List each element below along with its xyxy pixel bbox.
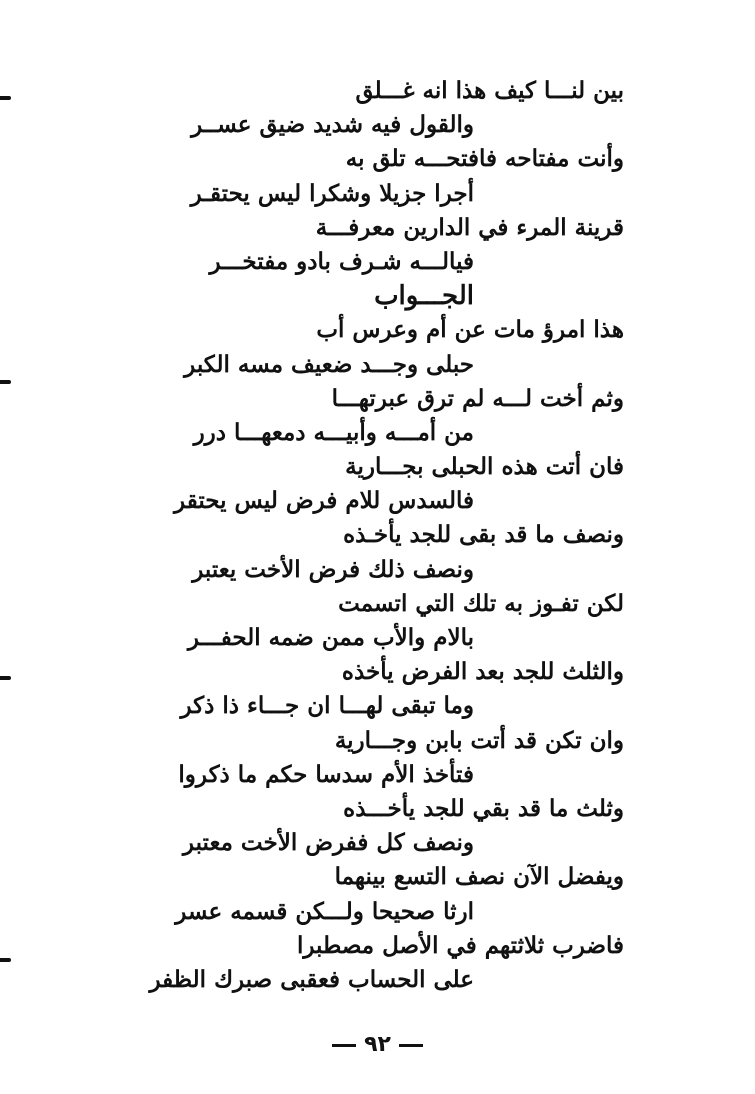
- verse-line: والثلث للجد بعد الفرض يأخذه: [341, 658, 624, 686]
- verse-line: هذا امرؤ مات عن أم وعرس أب: [316, 316, 624, 344]
- verse-line: بين لنـــا كيف هذا انه غـــلق: [355, 77, 624, 104]
- verse-line: أجرا جزيلا وشكرا ليس يحتقـر: [190, 179, 474, 207]
- section-heading: الجـــواب: [374, 281, 474, 312]
- verse-line: وثم أخت لـــه لم ترق عبرتهـــا: [331, 384, 624, 412]
- margin-mark: [0, 380, 11, 384]
- verse-line: فتأخذ الأم سدسا حكم ما ذكروا: [178, 760, 474, 788]
- page-number: [0, 1032, 755, 1057]
- verse-line: ويفضل الآن نصف التسع بينهما: [334, 863, 624, 891]
- verse-line: ونصف كل ففرض الأخت معتبر: [182, 829, 474, 857]
- verse-line: حبلى وجـــد ضعيف مسه الكبر: [184, 350, 474, 378]
- verse-line: فاضرب ثلاثتهم في الأصل مصطبرا: [296, 931, 624, 959]
- page-number-value: ٩٢: [364, 1032, 391, 1057]
- verse-line: والقول فيه شديد ضيق عســر: [191, 111, 474, 139]
- verse-line: على الحساب فعقبى صبرك الظفر: [149, 965, 474, 993]
- verse-line: وان تكن قد أتت بابن وجـــارية: [334, 726, 624, 754]
- poem-body: [140, 74, 624, 997]
- page-number-dash: [332, 1044, 356, 1047]
- verse-line: وما تبقى لهـــا ان جـــاء ذا ذكر: [180, 692, 474, 720]
- verse-line: ونصف ذلك فرض الأخت يعتبر: [192, 555, 474, 583]
- verse-line: لكن تفـوز به تلك التي اتسمت: [338, 589, 624, 617]
- verse-line: وثلث ما قد بقي للجد يأخـــذه: [343, 794, 624, 822]
- verse-line: فان أتت هذه الحبلى بجـــارية: [345, 453, 624, 481]
- verse-line: من أمـــه وأبيـــه دمعهـــا درر: [193, 418, 474, 446]
- margin-mark: [0, 676, 11, 680]
- verse-line: فالسدس للام فرض ليس يحتقر: [174, 487, 474, 515]
- verse-line: وأنت مفتاحه فافتحـــه تلق به: [345, 145, 624, 173]
- verse-line: ارثا صحيحا ولـــكن قسمه عسر: [175, 897, 474, 925]
- verse-line: قرينة المرء في الدارين معرفـــة: [315, 213, 624, 241]
- verse-line: ونصف ما قد بقى للجد يأخـذه: [343, 521, 624, 549]
- margin-mark: [0, 958, 11, 962]
- verse-line: فيالـــه شـرف بادو مفتخـــر: [209, 247, 474, 275]
- page-number-dash: [399, 1044, 423, 1047]
- verse-line: بالام والأب ممن ضمه الحفـــر: [187, 624, 474, 651]
- margin-mark: [0, 96, 11, 100]
